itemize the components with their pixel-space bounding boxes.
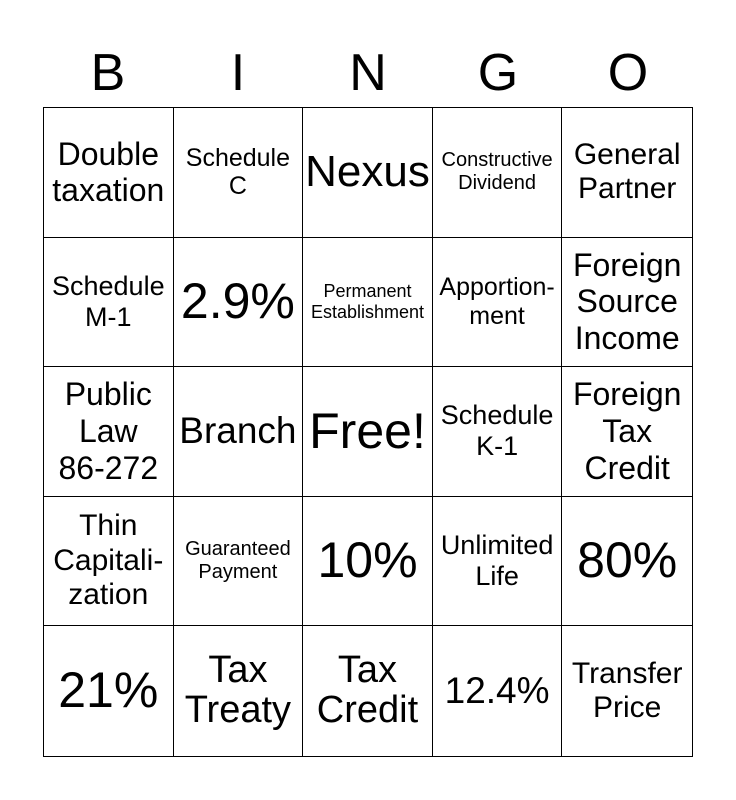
cell-label: Transfer Price [571,656,683,725]
bingo-cell[interactable] [433,238,563,368]
bingo-header [43,40,693,106]
cell-label: Branch [179,410,297,452]
cell-label: Foreign Tax Credit [572,376,682,486]
cell-label: Permanent Establishment [310,281,425,322]
bingo-cell[interactable] [433,108,563,238]
cell-label: Apportion- ment [439,273,555,330]
header-letter-n: N [349,44,387,102]
bingo-cell[interactable] [303,626,433,756]
cell-label: Tax Credit [316,649,419,732]
cell-label: Public Law 86-272 [58,376,159,486]
cell-label: Thin Capitali- zation [53,509,164,612]
bingo-cell[interactable] [303,497,433,627]
bingo-cell[interactable] [174,626,304,756]
bingo-cell[interactable] [562,108,692,238]
bingo-cell[interactable] [44,497,174,627]
bingo-cell[interactable] [174,108,304,238]
cell-label: 10% [317,532,418,589]
bingo-cell[interactable] [174,238,304,368]
header-letter-g: G [477,44,519,102]
bingo-cell[interactable] [433,626,563,756]
cell-label: Constructive Dividend [441,149,553,195]
cell-label: Schedule M-1 [52,270,165,332]
cell-label: 12.4% [444,669,550,711]
cell-label: General Partner [573,137,681,206]
cell-label: Free! [309,402,426,459]
bingo-cell[interactable] [44,108,174,238]
cell-label: Nexus [305,147,430,196]
bingo-cell[interactable] [433,367,563,497]
bingo-cell[interactable] [303,108,433,238]
bingo-cell[interactable] [44,367,174,497]
header-letter-i: I [230,44,246,102]
bingo-cell[interactable] [433,497,563,627]
header-letter-o: O [607,44,649,102]
cell-label: 80% [577,532,678,589]
cell-label: Tax Treaty [184,649,292,732]
cell-label: Foreign Source Income [572,246,682,357]
bingo-cell[interactable] [44,626,174,756]
bingo-cell[interactable] [44,238,174,368]
bingo-cell[interactable] [562,238,692,368]
cell-label: Unlimited Life [440,530,554,592]
cell-label: 2.9% [180,273,295,330]
bingo-board [43,107,693,757]
bingo-cell[interactable] [562,367,692,497]
bingo-cell[interactable] [174,367,304,497]
header-letter-b: B [90,44,126,102]
cell-label: Double taxation [52,135,165,209]
bingo-cell[interactable] [562,626,692,756]
bingo-cell[interactable] [174,497,304,627]
cell-label: 21% [58,662,159,719]
bingo-cell[interactable] [303,238,433,368]
cell-label: Guaranteed Payment [185,538,291,584]
bingo-cell[interactable] [562,497,692,627]
cell-label: Schedule K-1 [440,400,554,462]
cell-label: Schedule C [185,143,291,201]
bingo-cell[interactable] [303,367,433,497]
